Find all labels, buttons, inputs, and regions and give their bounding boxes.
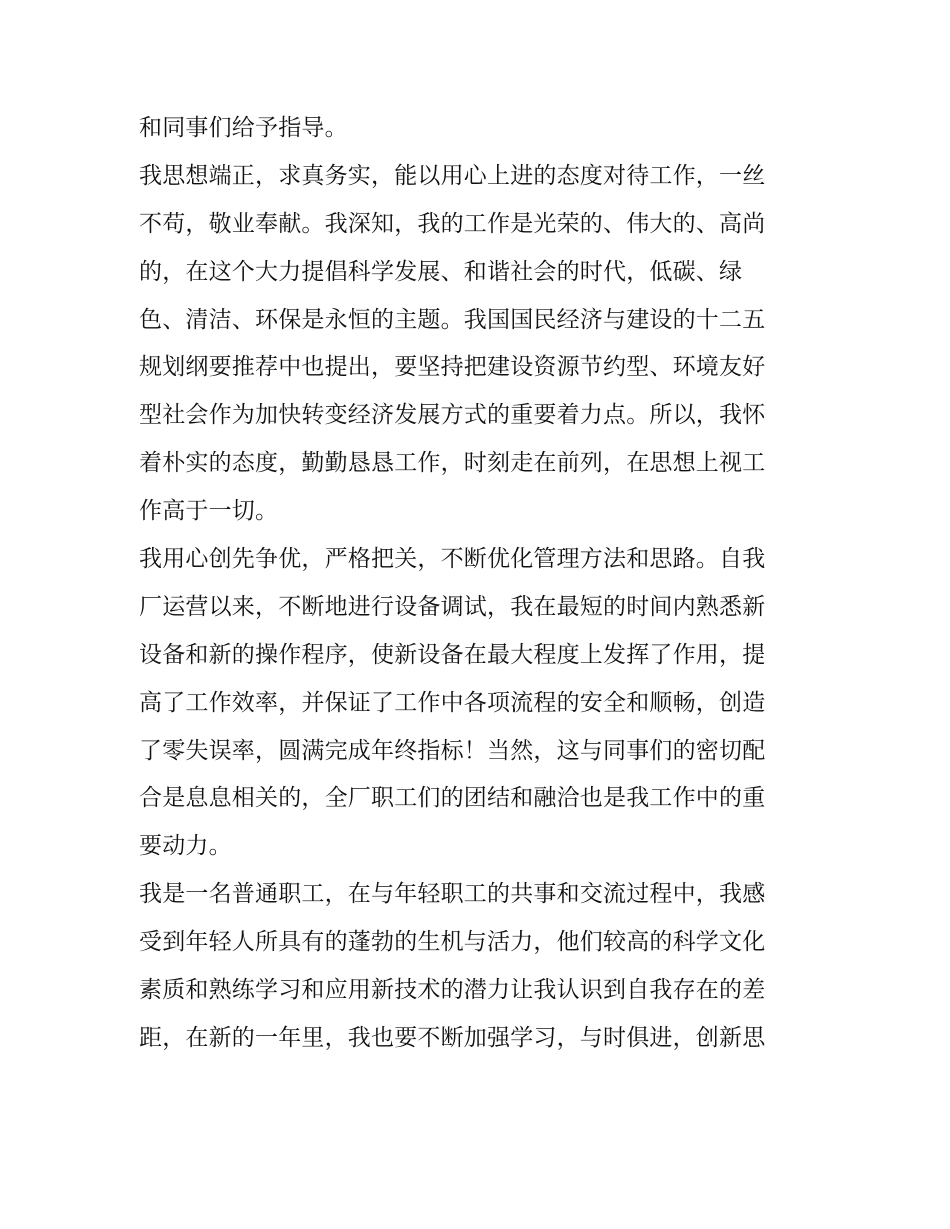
text-line: 色、清洁、环保是永恒的主题。我国国民经济与建设的十二五 [139, 306, 766, 333]
text-line: 素质和熟练学习和应用新技术的潜力让我认识到自我存在的差 [139, 977, 766, 1004]
text-line: 我思想端正，求真务实，能以用心上进的态度对待工作，一丝 [139, 162, 766, 189]
text-line: 着朴实的态度，勤勤恳恳工作，时刻走在前列，在思想上视工 [139, 450, 766, 477]
text-line: 我是一名普通职工，在与年轻职工的共事和交流过程中，我感 [139, 881, 766, 908]
text-line: 厂运营以来，不断地进行设备调试，我在最短的时间内熟悉新 [139, 593, 766, 620]
text-line: 合是息息相关的，全厂职工们的团结和融洽也是我工作中的重 [139, 785, 766, 812]
text-line: 和同事们给予指导。 [139, 115, 348, 141]
text-line: 设备和新的操作程序，使新设备在最大程度上发挥了作用，提 [139, 641, 766, 668]
text-line: 受到年轻人所具有的蓬勃的生机与活力，他们较高的科学文化 [139, 929, 766, 956]
text-line: 作高于一切。 [139, 498, 279, 525]
body-text [139, 105, 819, 1063]
text-line: 规划纲要推荐中也提出，要坚持把建设资源节约型、环境友好 [139, 354, 766, 381]
text-line: 要动力。 [139, 833, 232, 860]
text-line: 的，在这个大力提倡科学发展、和谐社会的时代，低碳、绿 [139, 258, 743, 285]
text-line: 我用心创先争优，严格把关，不断优化管理方法和思路。自我 [139, 546, 766, 573]
text-line: 高了工作效率，并保证了工作中各项流程的安全和顺畅，创造 [139, 689, 766, 716]
text-line: 不苟，敬业奉献。我深知，我的工作是光荣的、伟大的、高尚 [139, 210, 766, 237]
text-line: 了零失误率，圆满完成年终指标！当然，这与同事们的密切配 [139, 737, 766, 764]
text-line: 距，在新的一年里，我也要不断加强学习，与时俱进，创新思 [139, 1024, 766, 1051]
text-line: 型社会作为加快转变经济发展方式的重要着力点。所以，我怀 [139, 402, 766, 429]
